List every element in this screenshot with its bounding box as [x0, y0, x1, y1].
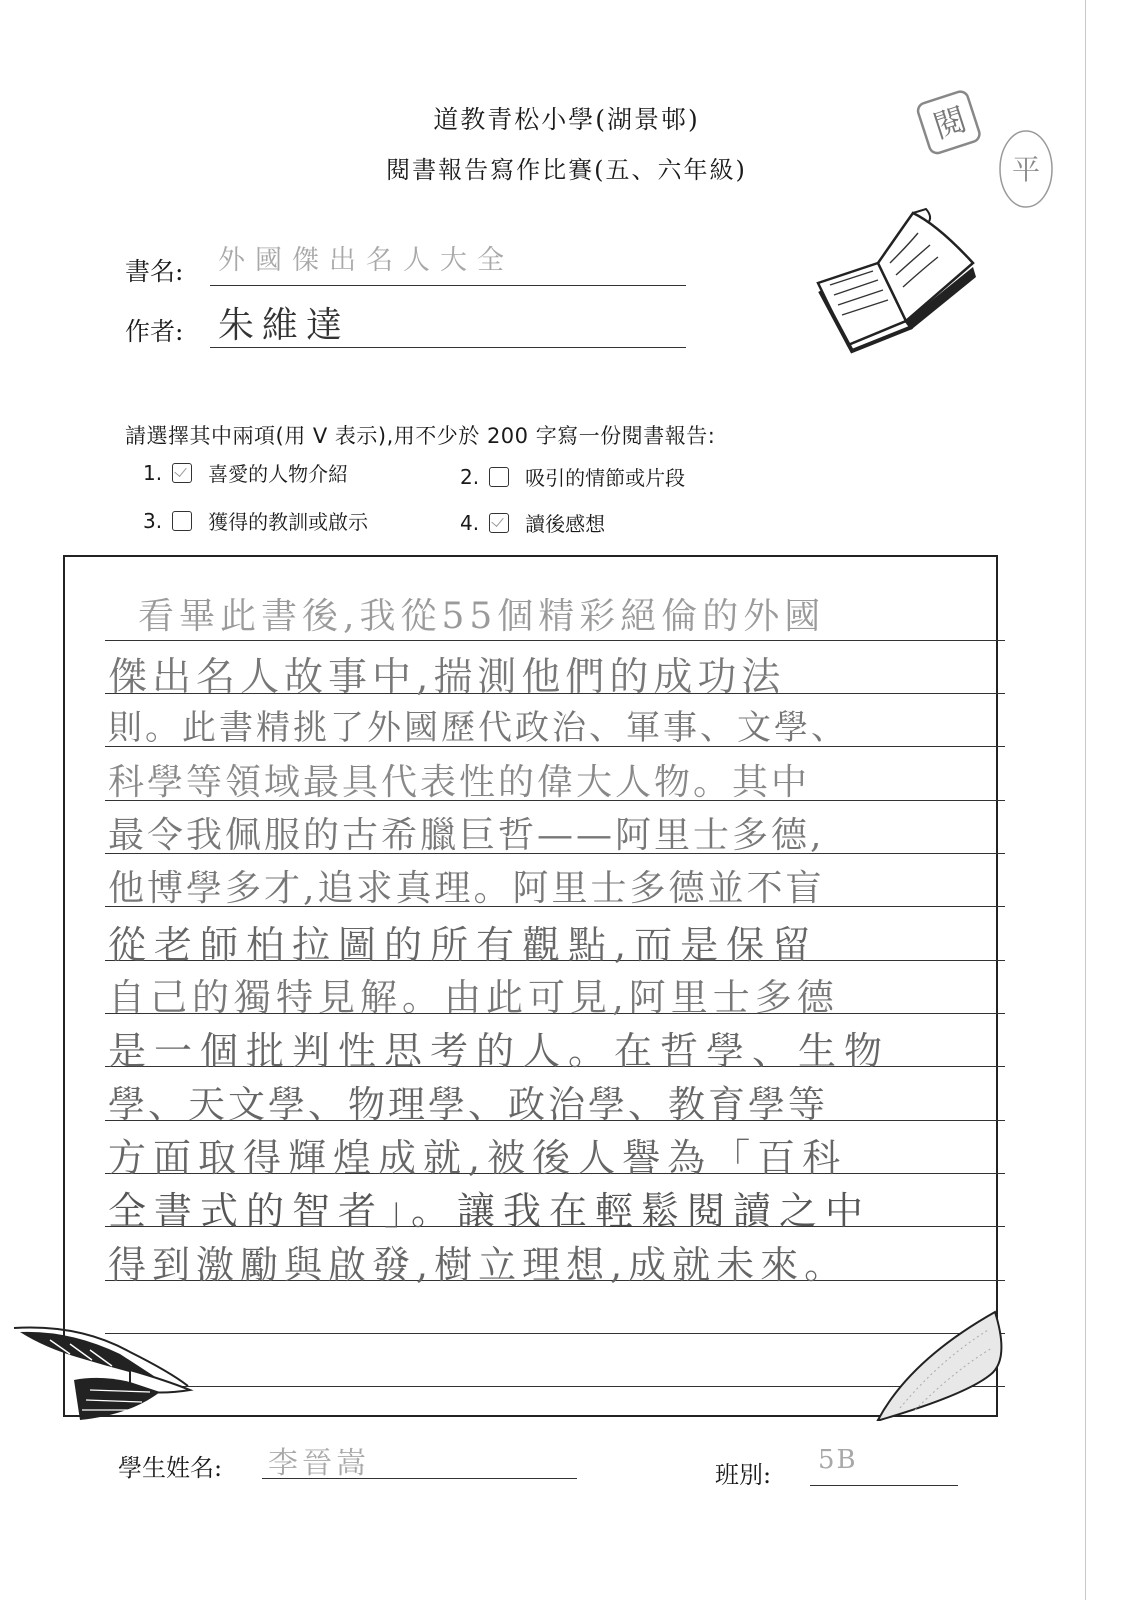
essay-line-13: 得到激勵與啟發,樹立理想,成就未來。 — [108, 1243, 849, 1287]
author-label: 作者: — [125, 317, 184, 346]
contest-title: 閱書報告寫作比賽(五、六年級) — [386, 156, 747, 184]
option-4: 4. 讀後感想 — [460, 508, 605, 537]
option-3-label: 獲得的教訓或啟示 — [208, 510, 369, 534]
essay-line-10: 學、天文學、物理學、政治學、教育學等 — [108, 1083, 828, 1126]
open-book-icon — [808, 205, 983, 359]
page-curl-decoration — [870, 1300, 1020, 1429]
svg-text:閱: 閱 — [928, 99, 972, 147]
class-value: 5B — [818, 1445, 858, 1475]
option-2: 2. 吸引的情節或片段 — [460, 462, 685, 491]
class-label: 班別: — [715, 1461, 772, 1489]
option-3-checkbox[interactable] — [172, 511, 192, 531]
svg-text:平: 平 — [1011, 153, 1041, 186]
option-2-checkbox[interactable] — [489, 467, 509, 487]
option-2-label: 吸引的情節或片段 — [525, 466, 686, 490]
essay-line-4: 科學等領域最具代表性的偉大人物。其中 — [108, 762, 811, 803]
option-1-label: 喜愛的人物介紹 — [208, 462, 349, 486]
student-name-label: 學生姓名: — [118, 1454, 223, 1482]
book-title-underline — [210, 285, 686, 286]
essay-line-11: 方面取得輝煌成就,被後人譽為「百科 — [108, 1136, 848, 1180]
essay-line-9: 是一個批判性思考的人。在哲學、生物 — [108, 1029, 891, 1073]
essay-line-5: 最令我佩服的古希臘巨哲——阿里士多德, — [108, 815, 825, 856]
essay-line-3: 則。此書精挑了外國歷代政治、軍事、文學、 — [108, 708, 848, 748]
option-1: 1. 喜愛的人物介紹 — [143, 458, 348, 487]
essay-line-7: 從老師柏拉圖的所有觀點,而是保留 — [108, 923, 819, 967]
essay-line-1: 看畢此書後,我從55個精彩絕倫的外國 — [138, 596, 826, 637]
option-4-label: 讀後感想 — [525, 512, 606, 536]
page-edge — [1085, 0, 1086, 1600]
essay-line-6: 他博學多才,追求真理。阿里士多德並不盲 — [108, 868, 825, 909]
author-value: 朱維達 — [218, 305, 351, 346]
option-1-checkbox[interactable] — [172, 463, 192, 483]
book-title-value: 外國傑出名人大全 — [218, 245, 514, 276]
school-name: 道教青松小學(湖景邨) — [433, 105, 700, 134]
essay-line-12: 全書式的智者」。讓我在輕鬆閱讀之中 — [108, 1189, 872, 1233]
ruled-line — [105, 640, 1005, 641]
review-stamp — [915, 88, 985, 162]
author-underline — [210, 347, 686, 348]
quill-pen-icon — [10, 1320, 195, 1429]
instruction-text: 請選擇其中兩項(用 V 表示),用不少於 200 字寫一份閱書報告: — [125, 424, 716, 448]
option-3: 3. 獲得的教訓或啟示 — [143, 506, 368, 535]
essay-line-2: 傑出名人故事中,揣測他們的成功法 — [108, 655, 786, 700]
class-underline — [810, 1485, 958, 1486]
option-4-checkbox[interactable] — [489, 513, 509, 533]
essay-line-8: 自己的獨特見解。由此可見,阿里士多德 — [108, 976, 839, 1019]
book-title-label: 書名: — [125, 257, 184, 286]
grade-stamp — [995, 125, 1057, 217]
student-name-value: 李晉嵩 — [268, 1446, 370, 1481]
student-name-underline — [262, 1478, 577, 1479]
